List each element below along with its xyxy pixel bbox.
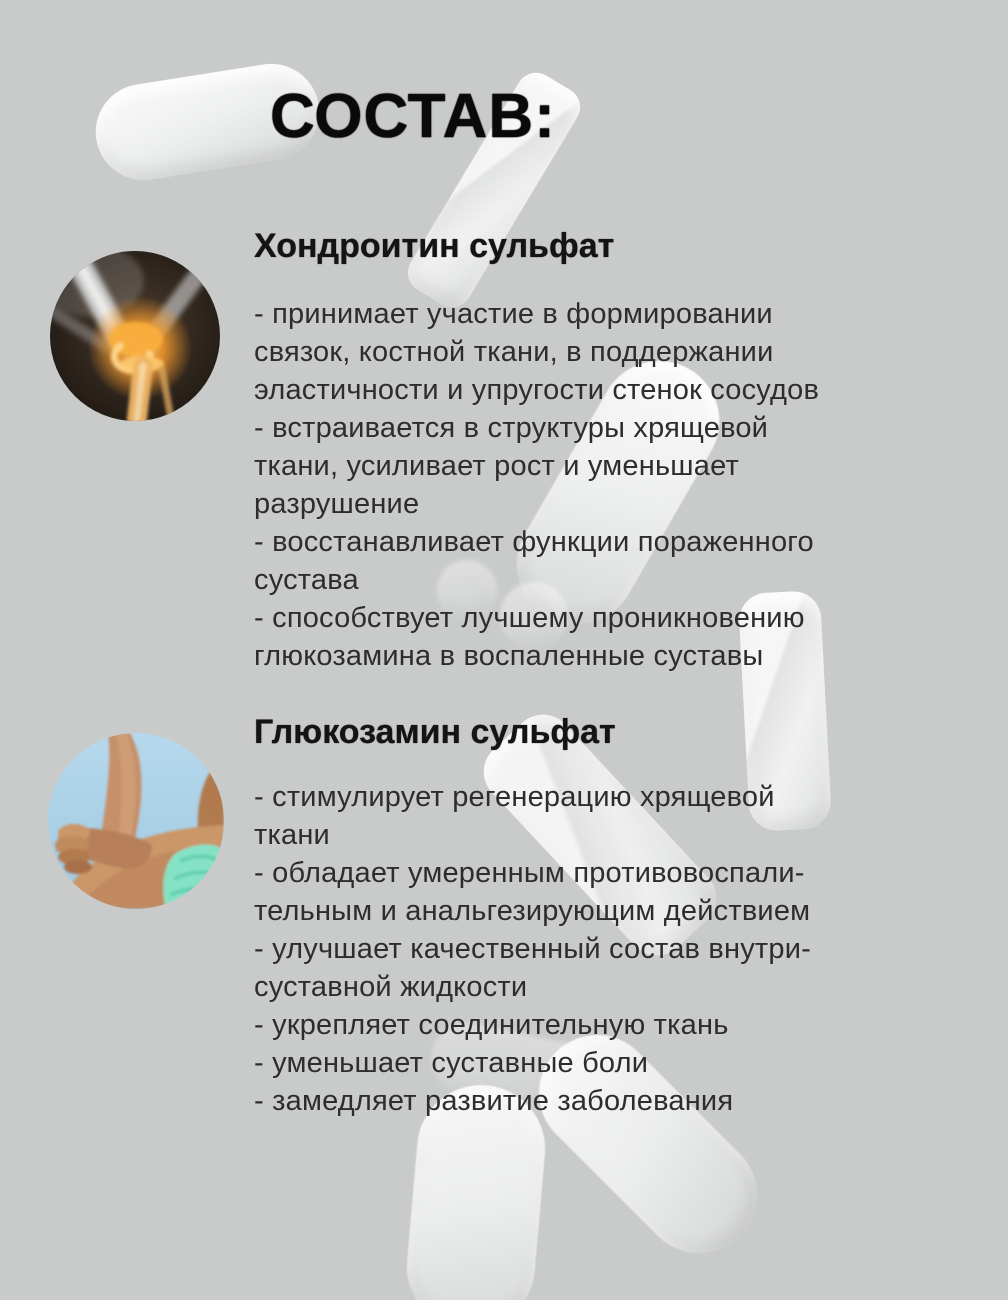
text-line: эластичности и упругости стенок сосудов bbox=[254, 374, 820, 406]
legs-illustration bbox=[48, 733, 224, 909]
knee-xray-illustration bbox=[50, 251, 220, 421]
text-line: - встраивается в структуры хрящевой bbox=[254, 412, 769, 444]
knee-xray-photo bbox=[50, 251, 220, 421]
text-line: - восстанавливает функции пораженного bbox=[254, 526, 814, 558]
text-line: суставной жидкости bbox=[254, 971, 528, 1003]
section-heading-glucosamine: Глюкозамин сульфат bbox=[254, 713, 616, 751]
text-line: ткани bbox=[254, 819, 330, 851]
text-line: сустава bbox=[254, 564, 359, 596]
section-body-glucosamine bbox=[254, 778, 811, 1120]
text-line: - стимулирует регенерацию хрящевой bbox=[254, 781, 775, 813]
legs-photo bbox=[48, 733, 224, 909]
text-line: - обладает умеренным противовоспали- bbox=[254, 857, 805, 889]
section-heading-chondroitin: Хондроитин сульфат bbox=[254, 227, 615, 265]
text-line: - улучшает качественный состав внутри- bbox=[254, 933, 811, 965]
text-line: связок, костной ткани, в поддержании bbox=[254, 336, 774, 368]
text-line: тельным и анальгезирующим действием bbox=[254, 895, 811, 927]
text-line: разрушение bbox=[254, 488, 420, 520]
text-line: - уменьшает суставные боли bbox=[254, 1047, 649, 1079]
section-body-chondroitin bbox=[254, 295, 819, 675]
text-line: - способствует лучшему проникновению bbox=[254, 602, 805, 634]
text-line: ткани, усиливает рост и уменьшает bbox=[254, 450, 739, 482]
text-line: глюкозамина в воспаленные суставы bbox=[254, 640, 764, 672]
text-line: - замедляет развитие заболевания bbox=[254, 1085, 734, 1117]
text-line: - укрепляет соединительную ткань bbox=[254, 1009, 729, 1041]
text-line: - принимает участие в формировании bbox=[254, 298, 773, 330]
page-title: СОСТАВ: bbox=[270, 82, 556, 151]
